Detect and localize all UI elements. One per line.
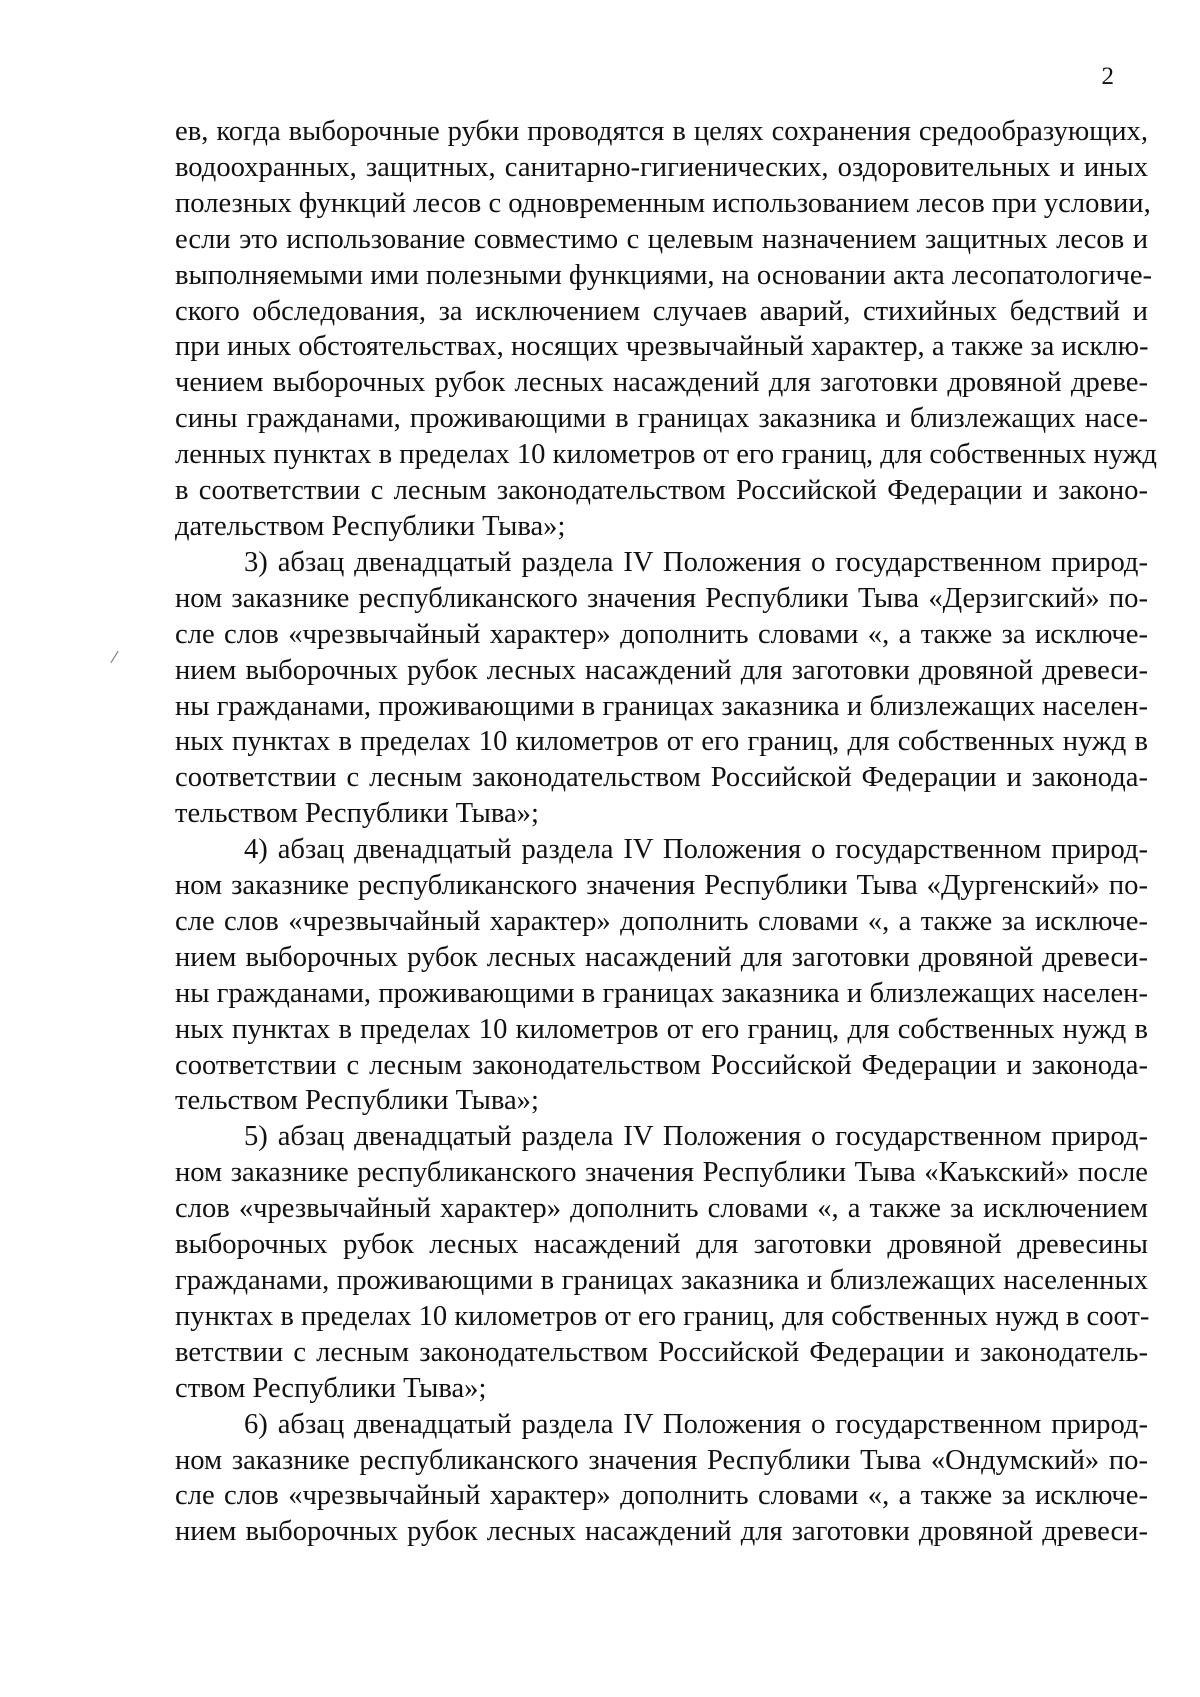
paragraph-line: нием выборочных рубок лесных насаждений для заготовки дровяной древеси- (175, 941, 1148, 973)
paragraph-line: 6) абзац двенадцатый раздела IV Положения о государственном природ- (244, 1408, 1148, 1440)
paragraph-line: ны гражданами, проживающими в границах заказника и близлежащих населен- (175, 690, 1148, 722)
paragraph-line: сины гражданами, проживающими в границах заказника и близлежащих насе- (175, 403, 1148, 435)
paragraph-line: слов «чрезвычайный характер» дополнить словами «, а также за исключением (175, 1193, 1148, 1225)
margin-pen-mark (110, 651, 118, 663)
paragraph-line: 5) абзац двенадцатый раздела IV Положения о государственном природ- (244, 1121, 1148, 1153)
paragraph-line: дательством Республики Тыва»; (175, 510, 566, 542)
paragraph-line: в соответствии с лесным законодательством Российской Федерации и законо- (175, 475, 1148, 507)
paragraph-line: 4) абзац двенадцатый раздела IV Положения о государственном природ- (244, 834, 1148, 866)
paragraph-line: ского обследования, за исключением случаев аварий, стихийных бедствий и (175, 295, 1148, 327)
paragraph-line: ном заказнике республиканского значения Республики Тыва «Дерзигский» по- (175, 582, 1148, 614)
paragraph-line: ленных пунктах в пределах 10 километров от его границ, для собственных нужд (175, 439, 1157, 471)
paragraph-line: тельством Республики Тыва»; (175, 798, 539, 830)
paragraph-line: гражданами, проживающими в границах заказника и близлежащих населенных (175, 1265, 1148, 1296)
paragraph-line: ством Республики Тыва»; (175, 1372, 487, 1404)
paragraph-line: при иных обстоятельствах, носящих чрезвычайный характер, а также за исклю- (175, 331, 1149, 363)
paragraph-line: ны гражданами, проживающими в границах заказника и близлежащих населен- (175, 977, 1148, 1009)
paragraph-line: тельством Республики Тыва»; (175, 1085, 539, 1117)
paragraph-line: пунктах в пределах 10 километров от его границ, для собственных нужд в соот- (175, 1300, 1150, 1332)
paragraph-line: ветствии с лесным законодательством Российской Федерации и законодатель- (175, 1336, 1148, 1368)
document-body (175, 114, 1157, 1550)
paragraph-line: нием выборочных рубок лесных насаждений для заготовки дровяной древеси- (175, 654, 1148, 686)
paragraph-line: соответствии с лесным законодательством Российской Федерации и законода- (175, 1049, 1148, 1081)
paragraph-line: ном заказнике республиканского значения Республики Тыва «Каъкский» после (175, 1157, 1148, 1189)
paragraph-line: ев, когда выборочные рубки проводятся в целях сохранения средообразующих, (175, 116, 1148, 147)
paragraph-line: если это использование совместимо с целевым назначением защитных лесов и (175, 223, 1148, 255)
paragraph-line: ном заказнике республиканского значения Республики Тыва «Дургенский» по- (175, 870, 1148, 902)
paragraph-line: сле слов «чрезвычайный характер» дополнить словами «, а также за исключе- (175, 618, 1148, 650)
paragraph-line: нием выборочных рубок лесных насаждений для заготовки дровяной древеси- (175, 1516, 1148, 1548)
paragraph-line: ном заказнике республиканского значения Республики Тыва «Ондумский» по- (175, 1444, 1148, 1476)
paragraph-line: водоохранных, защитных, санитарно-гигиенических, оздоровительных и иных (175, 151, 1148, 183)
paragraph-line: выборочных рубок лесных насаждений для заготовки дровяной древесины (175, 1229, 1148, 1261)
paragraph-line: выполняемыми ими полезными функциями, на основании акта лесопатологиче- (175, 259, 1153, 291)
paragraph-line: сле слов «чрезвычайный характер» дополнить словами «, а также за исключе- (175, 1480, 1148, 1512)
paragraph-line: сле слов «чрезвычайный характер» дополнить словами «, а также за исключе- (175, 905, 1148, 937)
paragraph-line: соответствии с лесным законодательством Российской Федерации и законода- (175, 762, 1148, 794)
paragraph-line: полезных функций лесов с одновременным использованием лесов при условии, (175, 187, 1151, 219)
paragraph-line: чением выборочных рубок лесных насаждений для заготовки дровяной древе- (175, 367, 1148, 399)
paragraph-line: 3) абзац двенадцатый раздела IV Положения о государственном природ- (244, 546, 1148, 578)
paragraph-line: ных пунктах в пределах 10 километров от его границ, для собственных нужд в (175, 1013, 1148, 1045)
page-number: 2 (1101, 63, 1114, 90)
paragraph-line: ных пунктах в пределах 10 километров от его границ, для собственных нужд в (175, 726, 1148, 758)
